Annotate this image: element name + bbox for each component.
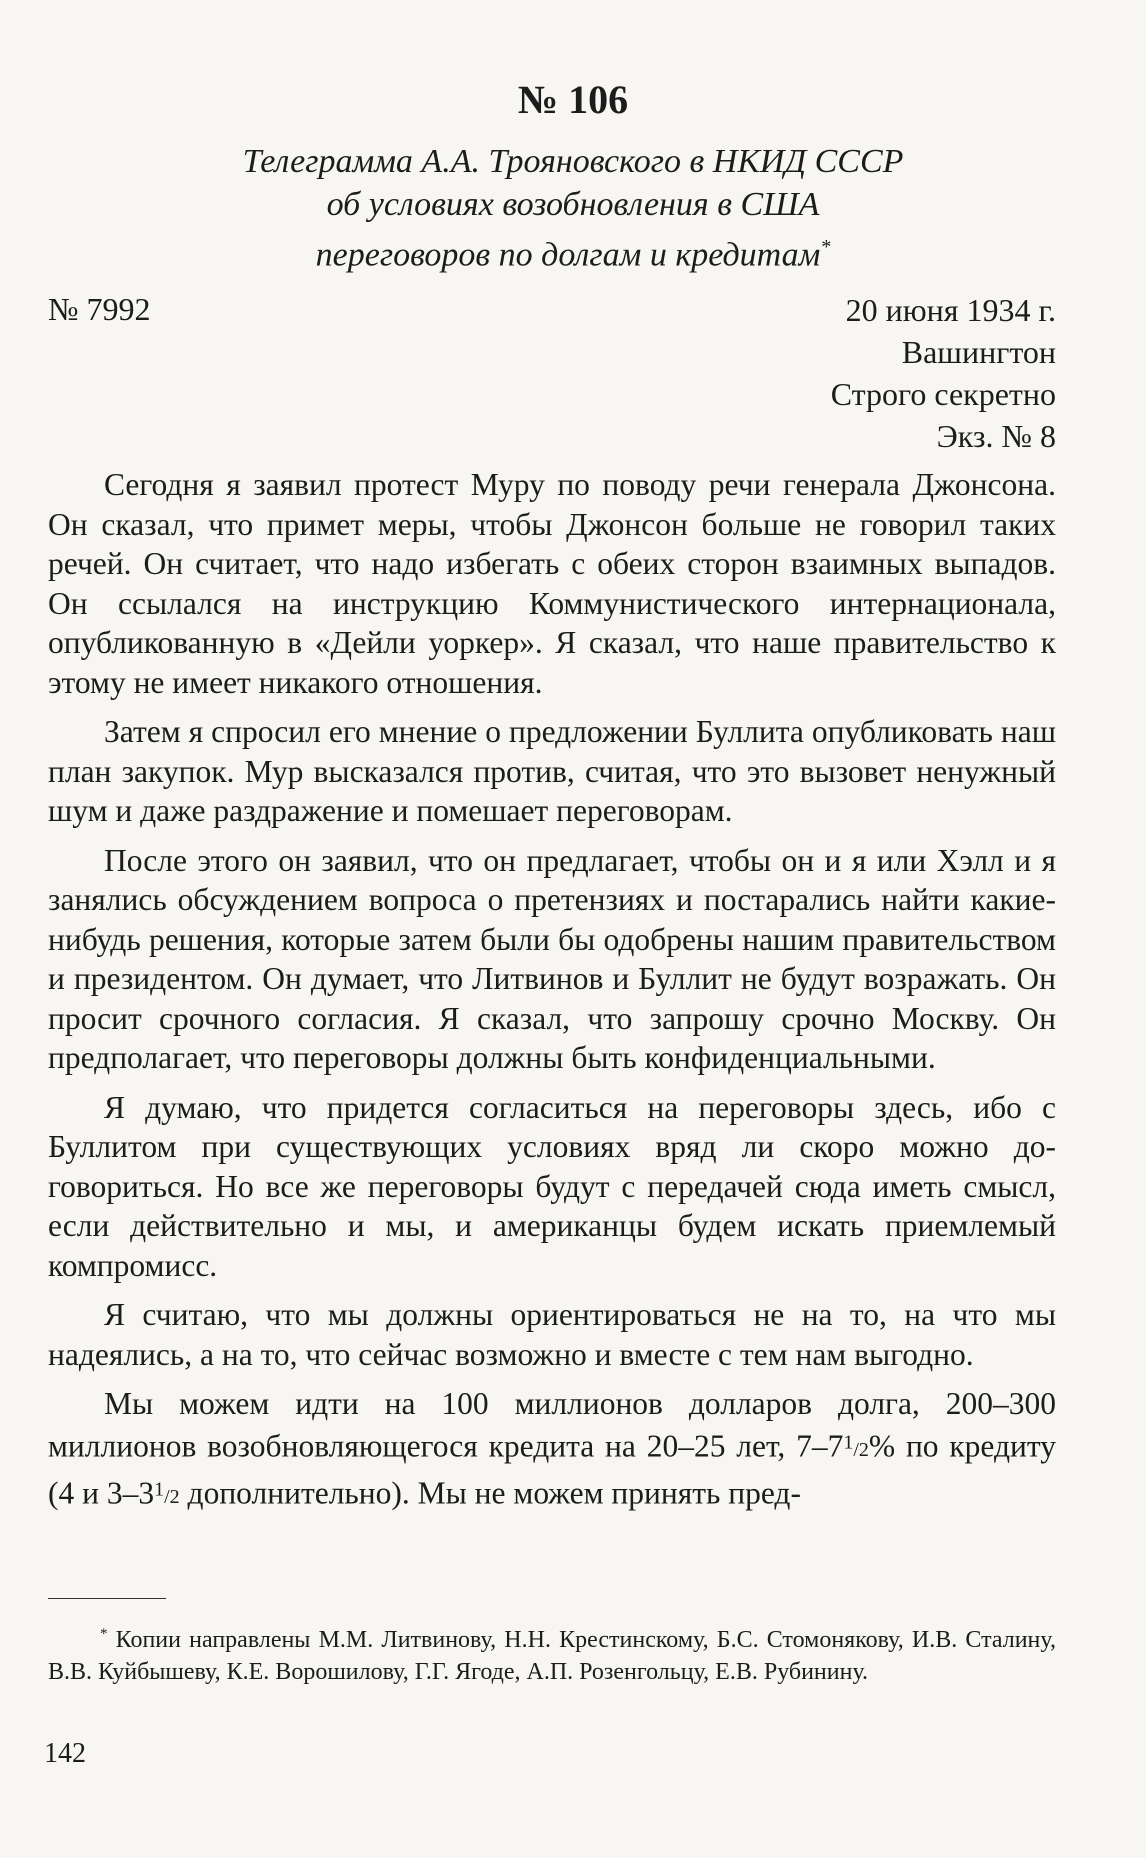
document-date: 20 июня 1934 г. xyxy=(845,292,1056,328)
footnote-text: Копии направлены М.М. Литвинову, Н.Н. Крестинскому, Б.С. Стомонякову, И.В. Сталину, В.В. Куйбышеву, К.Е. Ворошилову, Г.Г. Ягоде, А.П. Розенгольцу, Е.В. Рубинину. xyxy=(48,1627,1056,1685)
title-line-2: об условиях возобновления в США xyxy=(326,186,820,223)
title-line-1: Телеграмма А.А. Трояновского в НКИД СССР xyxy=(242,143,904,180)
document-copy: Экз. № 8 xyxy=(936,418,1056,454)
registration-number: № 7992 xyxy=(48,291,151,327)
paragraph-6-part-3: дополнительно). Мы не можем принять пред- xyxy=(179,1475,801,1511)
paragraph-1: Сегодня я заявил протест Муру по поводу речи генерала Джонсона. Он сказал, что примет меры, чтобы Джонсон больше не говорил таких речей. Он считает, что надо избегать с обеих сторон взаимных выпадов. Он ссылался на инструкцию Коммунистического интернационала, опубликованную в «Дейли уоркер». Я сказал, что наше правительство к этому не имеет никакого отношения. xyxy=(48,467,1056,700)
paragraph-3: После этого он заявил, что он предлагает, чтобы он и я или Хэлл и я занялись обсуждением вопроса о претензиях и постарались найти какие-нибудь решения, которые затем были бы одобрены нашим правительством и президентом. Он думает, что Литвинов и Буллит не будут возражать. Он просит срочного согласия. Я сказал, что запрошу срочно Москву. Он предполагает, что переговоры должны быть конфиденциальными. xyxy=(48,842,1056,1075)
paragraph-4: Я думаю, что придется согласиться на переговоры здесь, ибо с Буллитом при существующих условиях вряд ли скоро можно договориться. Но все же переговоры будут с передачей сюда иметь смысл, если действительно и мы, и американцы будем искать приемлемый компромисс. xyxy=(48,1089,1056,1283)
document-number: № 106 xyxy=(517,77,629,122)
paragraph-6 xyxy=(48,1384,1056,1518)
body-text xyxy=(48,465,1056,1518)
fraction-half-2: 1/2 xyxy=(154,1478,180,1509)
paragraph-5: Я считаю, что мы должны ориентироваться не на то, на что мы надеялись, а на то, что сейчас возможно и вместе с тем нам выгодно. xyxy=(48,1297,1056,1372)
paragraph-6-part-1: Мы можем идти на 100 миллионов долларов долга, 200–300 миллионов возобновляющегося кредита на 20–25 лет, 7–7 xyxy=(48,1386,1056,1464)
document-place: Вашингтон xyxy=(901,334,1056,370)
title-footnote-marker: * xyxy=(820,236,831,258)
page-number: 142 xyxy=(44,1738,86,1769)
paragraph-6-part-2: % по кредиту (4 и 3–3 xyxy=(48,1428,1056,1511)
document-title xyxy=(130,140,1016,276)
footnote xyxy=(48,1618,1056,1688)
footnote-divider xyxy=(48,1598,166,1599)
title-line-3 xyxy=(130,226,1016,276)
document-classification: Строго секретно xyxy=(830,376,1056,412)
fraction-half-1: 1/2 xyxy=(843,1431,869,1462)
title-line-3-text: переговоров по долгам и кредитам xyxy=(315,236,821,274)
paragraph-2: Затем я спросил его мнение о предложении Буллита опубликовать наш план закупок. Мур высказался против, считая, что это вызовет ненужный шум и даже раздражение и помешает переговорам. xyxy=(48,714,1056,828)
document-meta xyxy=(831,289,1056,457)
footnote-marker: * xyxy=(100,1626,108,1642)
